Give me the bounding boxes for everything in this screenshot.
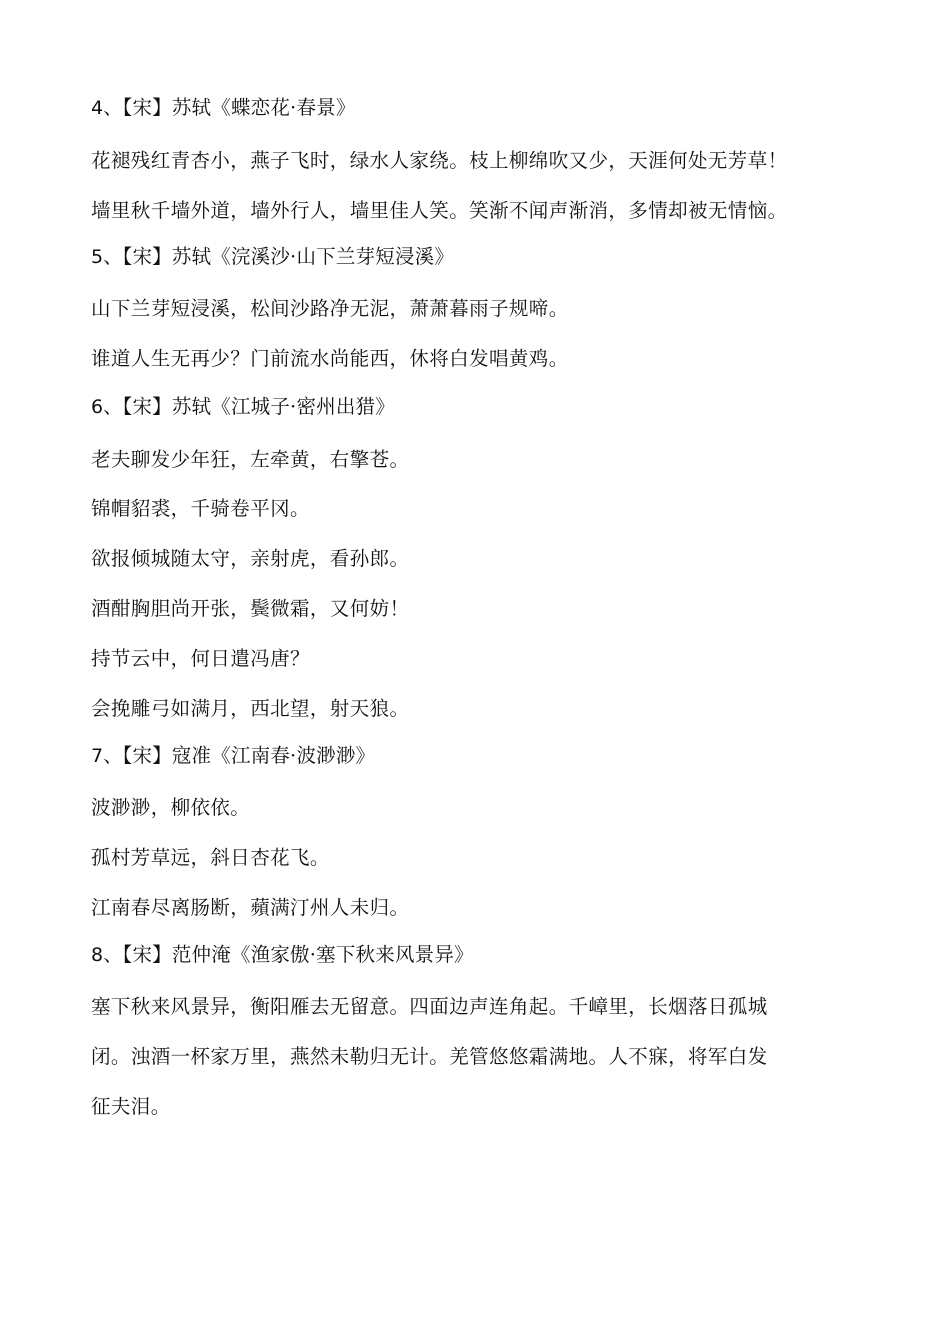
poem-line: 征夫泪。	[91, 1095, 171, 1118]
section-title: 【宋】苏轼《蝶恋花·春景》	[122, 96, 356, 119]
poem-line: 孤村芳草远，斜日杏花飞。	[91, 846, 330, 869]
poem-line: 山下兰芽短浸溪，松间沙路净无泥，萧萧暮雨子规啼。	[91, 297, 569, 320]
poem-line: 谁道人生无再少？门前流水尚能西，休将白发唱黄鸡。	[91, 347, 569, 370]
section-number: 4、	[91, 97, 123, 119]
poem-line: 持节云中，何日遣冯唐？	[91, 647, 310, 670]
poem-line: 欲报倾城随太守，亲射虎，看孙郎。	[91, 547, 410, 570]
section-title: 【宋】寇准《江南春·波渺渺》	[122, 744, 376, 767]
poem-line: 花褪残红青杏小，燕子飞时，绿水人家绕。枝上柳绵吹又少，天涯何处无芳草！	[91, 149, 788, 172]
poem-line: 锦帽貂裘，千骑卷平冈。	[91, 497, 310, 520]
section-title: 【宋】苏轼《江城子·密州出猎》	[122, 395, 395, 418]
section-heading	[91, 244, 891, 270]
poem-line: 江南春尽离肠断，蘋满汀州人未归。	[91, 896, 410, 919]
poem-line: 酒酣胸胆尚开张，鬓微霜，又何妨！	[91, 597, 410, 620]
poem-line: 老夫聊发少年狂，左牵黄，右擎苍。	[91, 448, 410, 471]
section-heading	[91, 394, 891, 420]
poem-line: 波渺渺，柳依依。	[91, 796, 251, 819]
section-number: 7、	[91, 745, 123, 767]
section-title: 【宋】苏轼《浣溪沙·山下兰芽短浸溪》	[122, 245, 455, 268]
section-number: 8、	[91, 944, 123, 966]
poem-line: 墙里秋千墙外道，墙外行人，墙里佳人笑。笑渐不闻声渐消，多情却被无情恼。	[91, 199, 788, 222]
section-title: 【宋】范仲淹《渔家傲·塞下秋来风景异》	[122, 943, 474, 966]
poem-line: 闭。浊酒一杯家万里，燕然未勒归无计。羌管悠悠霜满地。人不寐，将军白发	[91, 1045, 768, 1068]
section-heading	[91, 743, 891, 769]
poem-line: 塞下秋来风景异，衡阳雁去无留意。四面边声连角起。千嶂里，长烟落日孤城	[91, 995, 768, 1018]
section-heading	[91, 95, 891, 121]
section-heading	[91, 942, 891, 968]
section-number: 5、	[91, 246, 123, 268]
poem-line: 会挽雕弓如满月，西北望，射天狼。	[91, 697, 410, 720]
section-number: 6、	[91, 396, 123, 418]
